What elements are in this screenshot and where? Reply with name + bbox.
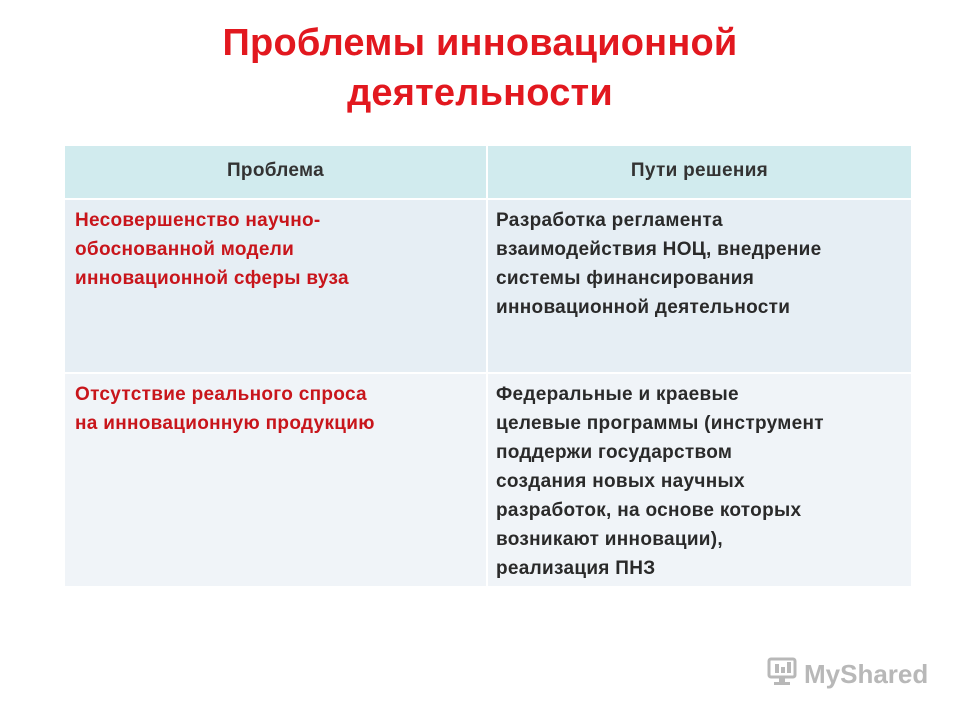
slide-title-line-1: Проблемы инновационной: [222, 22, 738, 64]
row-1-solution-line: инновационной деятельности: [496, 297, 791, 318]
row-2-solution-line: целевые программы (инструмент: [496, 413, 824, 434]
row-2-solution-line: создания новых научных: [496, 471, 745, 492]
row-2-problem-line: на инновационную продукцию: [75, 413, 375, 434]
header-problem: Проблема: [65, 146, 486, 198]
row-1-problem-cell: [65, 200, 486, 372]
row-2-problem-line: Отсутствие реального спроса: [75, 384, 367, 405]
slide-title-line-2: деятельности: [347, 72, 613, 114]
row-2-solution-line: Федеральные и краевые: [496, 384, 739, 405]
row-2-solution-line: возникают инновации),: [496, 529, 723, 550]
problems-table: [65, 146, 911, 586]
row-2-solution-line: поддержи государством: [496, 442, 733, 463]
row-1-problem-line: обоснованной модели: [75, 239, 295, 260]
row-1-solution-line: Разработка регламента: [496, 210, 723, 231]
row-2-solution-line: разработок, на основе которых: [496, 500, 802, 521]
myshared-watermark-text: MyShared: [804, 658, 929, 689]
row-1-problem-line: инновационной сферы вуза: [75, 268, 349, 289]
row-2-solution-cell: [488, 374, 911, 586]
myshared-watermark[interactable]: [766, 656, 928, 692]
row-2-problem-cell: [65, 374, 486, 586]
row-2-solution-line: реализация ПНЗ: [496, 558, 656, 579]
myshared-logo-icon: [766, 656, 804, 693]
row-1-problem-line: Несовершенство научно-: [75, 210, 321, 231]
row-1-solution-cell: [488, 200, 911, 372]
row-1-solution-line: системы финансирования: [496, 268, 755, 289]
header-solutions: Пути решения: [488, 146, 911, 198]
row-1-solution-line: взаимодействия НОЦ, внедрение: [496, 239, 822, 260]
slide-title: [0, 18, 960, 118]
